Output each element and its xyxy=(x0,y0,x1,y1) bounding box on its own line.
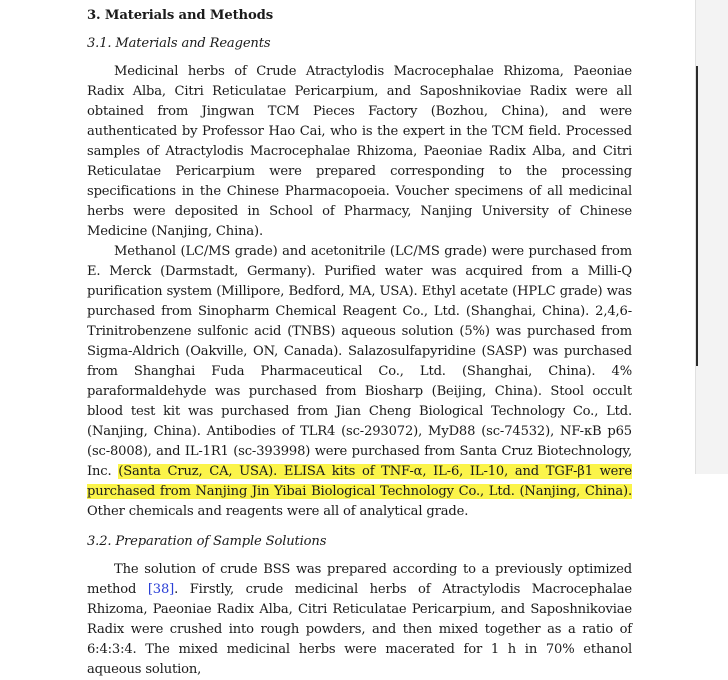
highlighted-text: (Santa Cruz, CA, USA). ELISA kits of TNF-α, IL-6, IL-10, and TGF-β1 were purchased from Nanjing Jin Yibai Biological Technology Co., Ltd. (Nanjing, China). xyxy=(87,464,632,499)
section-heading: 3. Materials and Methods xyxy=(87,8,273,23)
reagents-tail-text: Other chemicals and reagents were all of analytical grade. xyxy=(87,504,469,519)
viewer-side-panel xyxy=(695,0,728,474)
reagents-text: Methanol (LC/MS grade) and acetonitrile (LC/MS grade) were purchased from E. Merck (Darmstadt, Germany). Purified water was acquired from a Milli-Q purification system (Millipore, Bedford, MA, USA). Ethyl acetate (HPLC grade) was purchased from Sinopharm Chemical Reagent Co., Ltd. (Shanghai, China). 2,4,6-Trinitrobenzene sulfonic acid (TNBS) aqueous solution (5%) was purchased from Sigma-Aldrich (Oakville, ON, Canada). Salazosulfapyridine (SASP) was purchased from Shanghai Fuda Pharmaceutical Co., Ltd. (Shanghai, China). 4% paraformaldehyde was purchased from Biosharp (Beijing, China). Stool occult blood test kit was purchased from Jian Cheng Biological Technology Co., Ltd. (Nanjing, China). Antibodies of TLR4 (sc-293072), MyD88 (sc-74532), NF-κB p65 (sc-8008), and IL-1R1 (sc-393998) were purchased from Santa Cruz Biotechnology, Inc. xyxy=(87,244,632,479)
paragraph-reagents xyxy=(87,242,632,522)
subsection-heading-preparation: 3.2. Preparation of Sample Solutions xyxy=(87,534,327,549)
paragraph-preparation xyxy=(87,560,632,680)
paragraph-herbs: Medicinal herbs of Crude Atractylodis Macrocephalae Rhizoma, Paeoniae Radix Alba, Citri Reticulatae Pericarpium, and Saposhnikoviae Radix were all obtained from Jingwan TCM Pieces Factory (Bozhou, China), and were authenticated by Professor Hao Cai, who is the expert in the TCM field. Processed samples of Atractylodis Macrocephalae Rhizoma, Paeoniae Radix Alba, and Citri Reticulatae Pericarpium were prepared corresponding to the processing specifications in the Chinese Pharmacopoeia. Voucher specimens of all medicinal herbs were deposited in School of Pharmacy, Nanjing University of Chinese Medicine (Nanjing, China). xyxy=(87,64,632,239)
section-gap xyxy=(87,522,632,532)
article-body xyxy=(87,6,632,680)
citation-link[interactable]: [38] xyxy=(147,582,175,597)
preparation-text-start: The solution of crude BSS was prepared according to a previously optimized method xyxy=(87,562,632,597)
preparation-text-rest: . Firstly, crude medicinal herbs of Atractylodis Macrocephalae Rhizoma, Paeoniae Radix Alba, Citri Reticulatae Pericarpium, and Saposhnikoviae Radix were crushed into rough powders, and then mixed together as a ratio of 6:4:3:4. The mixed medicinal herbs were macerated for 1 h in 70% ethanol aqueous solution, xyxy=(87,582,632,677)
subsection-heading-materials: 3.1. Materials and Reagents xyxy=(87,36,271,51)
